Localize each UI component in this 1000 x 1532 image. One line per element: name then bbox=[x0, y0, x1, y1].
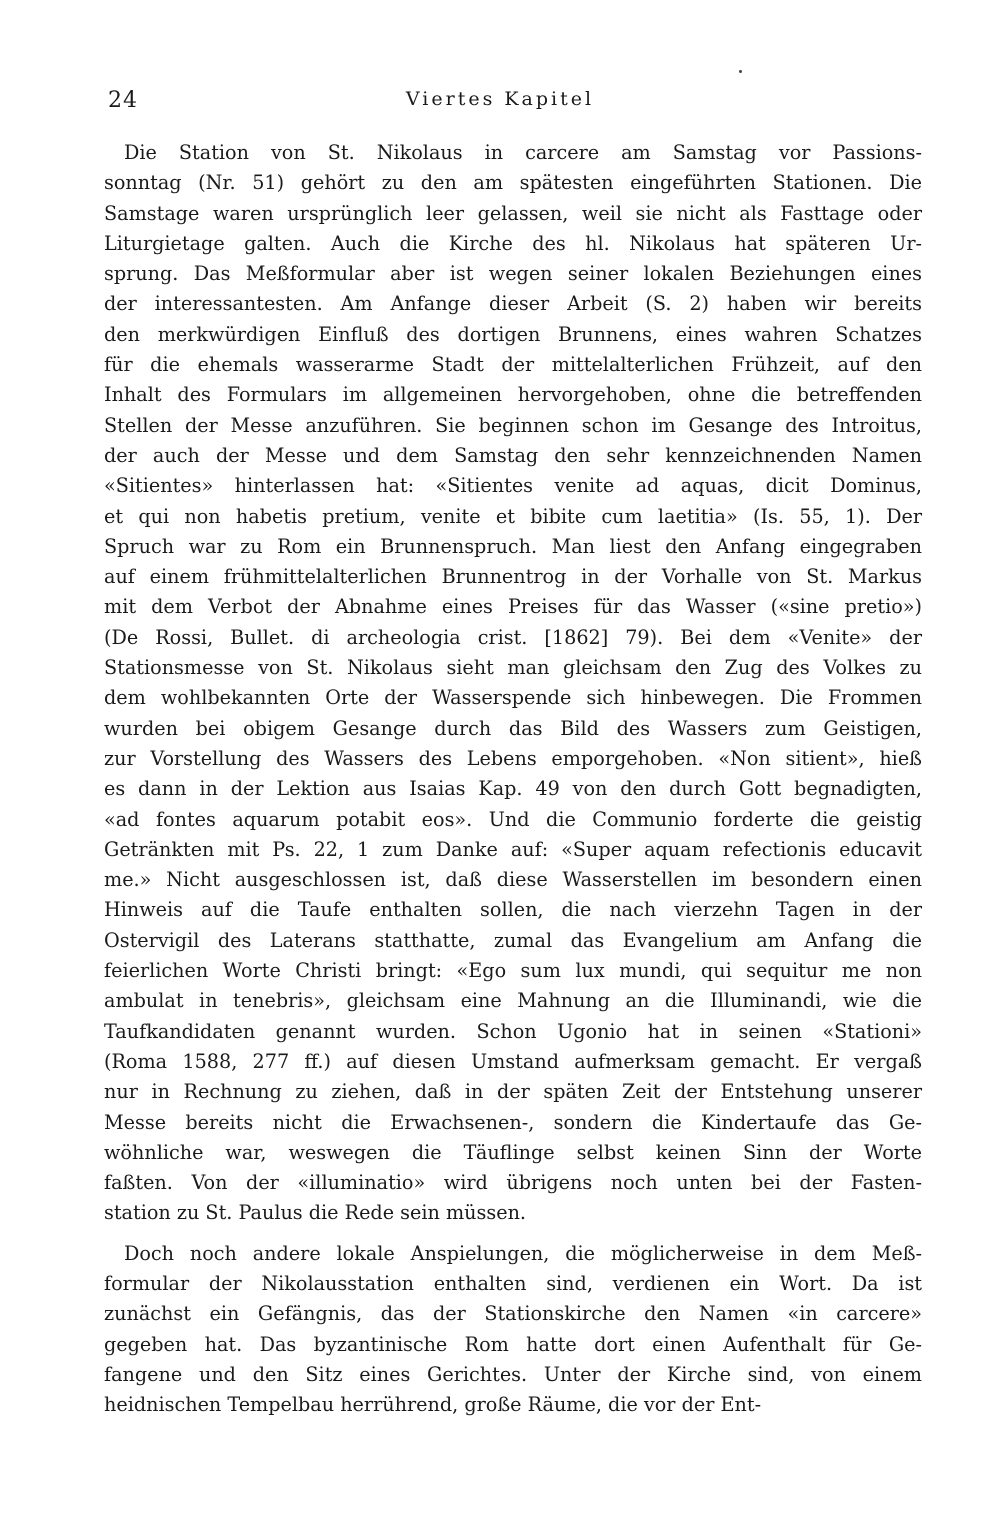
text-line: dem wohlbekannten Orte der Wasserspende sich hinbewegen. Die Frommen bbox=[104, 686, 922, 710]
text-line: auf einem frühmittelalterlichen Brunnentrog in der Vorhalle von St. Markus bbox=[104, 565, 922, 589]
text-line: «ad fontes aquarum potabit eos». Und die Communio forderte die geistig bbox=[104, 807, 922, 831]
paragraph bbox=[104, 138, 922, 1229]
text-line: Spruch war zu Rom ein Brunnenspruch. Man liest den Anfang eingegraben bbox=[104, 534, 922, 558]
text-line: Samstage waren ursprünglich leer gelassen, weil sie nicht als Fasttage oder bbox=[104, 201, 922, 225]
text-line: station zu St. Paulus die Rede sein müssen. bbox=[104, 1201, 527, 1225]
text-line: et qui non habetis pretium, venite et bibite cum laetitia» (Is. 55, 1). Der bbox=[104, 504, 922, 528]
text-line: den merkwürdigen Einfluß des dortigen Brunnens, eines wahren Schatzes bbox=[104, 322, 922, 346]
text-line: zunächst ein Gefängnis, das der Stationskirche den Namen «in carcere» bbox=[104, 1302, 922, 1326]
text-line: ambulat in tenebris», gleichsam eine Mahnung an die Illuminandi, wie die bbox=[104, 989, 922, 1013]
text-line: der interessantesten. Am Anfange dieser Arbeit (S. 2) haben wir bereits bbox=[104, 292, 922, 316]
text-line: Die Station von St. Nikolaus in carcere am Samstag vor Passions- bbox=[124, 141, 922, 164]
body-text bbox=[104, 138, 922, 1420]
text-line: «Sitientes» hinterlassen hat: «Sitientes venite ad aquas, dicit Dominus, bbox=[104, 474, 922, 498]
text-line: Inhalt des Formulars im allgemeinen hervorgehoben, ohne die betreffenden bbox=[104, 383, 922, 407]
text-line: Stellen der Messe anzuführen. Sie beginnen schon im Gesange des Introitus, bbox=[104, 413, 922, 437]
text-line: me.» Nicht ausgeschlossen ist, daß diese Wasserstellen im besondern einen bbox=[104, 868, 922, 892]
text-line: sprung. Das Meßformular aber ist wegen seiner lokalen Beziehungen eines bbox=[104, 262, 922, 286]
text-line: Hinweis auf die Taufe enthalten sollen, die nach vierzehn Tagen in der bbox=[104, 898, 922, 922]
text-line: fangene und den Sitz eines Gerichtes. Unter der Kirche sind, von einem bbox=[104, 1362, 922, 1386]
text-line: gegeben hat. Das byzantinische Rom hatte dort einen Aufenthalt für Ge- bbox=[104, 1332, 922, 1356]
text-line: feierlichen Worte Christi bringt: «Ego sum lux mundi, qui sequitur me non bbox=[104, 959, 922, 983]
text-line: zur Vorstellung des Wassers des Lebens emporgehoben. «Non sitient», hieß bbox=[104, 746, 922, 770]
paragraph-gap bbox=[104, 1229, 922, 1239]
text-line: nur in Rechnung zu ziehen, daß in der späten Zeit der Entstehung unserer bbox=[104, 1080, 922, 1104]
text-line: Doch noch andere lokale Anspielungen, die möglicherweise in dem Meß- bbox=[124, 1241, 922, 1265]
text-line: (De Rossi, Bullet. di archeologia crist. [1862] 79). Bei dem «Venite» der bbox=[104, 625, 922, 649]
text-line: für die ehemals wasserarme Stadt der mittelalterlichen Frühzeit, auf den bbox=[104, 353, 922, 377]
text-line: der auch der Messe und dem Samstag den sehr kennzeichnenden Namen bbox=[104, 443, 922, 467]
text-line: es dann in der Lektion aus Isaias Kap. 49 von den durch Gott begnadigten, bbox=[104, 777, 922, 801]
text-line: (Roma 1588, 277 ff.) auf diesen Umstand aufmerksam gemacht. Er vergaß bbox=[104, 1049, 922, 1073]
paragraph bbox=[104, 1239, 922, 1421]
print-speck bbox=[739, 70, 742, 73]
page-number: 24 bbox=[108, 88, 138, 113]
text-line: mit dem Verbot der Abnahme eines Preises für das Wasser («sine pretio») bbox=[104, 595, 922, 619]
text-line: Liturgietage galten. Auch die Kirche des hl. Nikolaus hat späteren Ur- bbox=[104, 231, 922, 255]
text-line: Ostervigil des Laterans statthatte, zumal das Evangelium am Anfang die bbox=[104, 928, 922, 952]
text-line: Stationsmesse von St. Nikolaus sieht man gleichsam den Zug des Volkes zu bbox=[104, 656, 922, 680]
text-line: Getränkten mit Ps. 22, 1 zum Danke auf: «Super aquam refectionis educavit bbox=[104, 837, 922, 861]
text-line: formular der Nikolausstation enthalten sind, verdienen ein Wort. Da ist bbox=[104, 1271, 922, 1295]
text-line: Messe bereits nicht die Erwachsenen-, sondern die Kindertaufe das Ge- bbox=[104, 1110, 922, 1134]
text-line: wurden bei obigem Gesange durch das Bild des Wassers zum Geistigen, bbox=[104, 716, 922, 740]
text-line: wöhnliche war, weswegen die Täuflinge selbst keinen Sinn der Worte bbox=[104, 1140, 922, 1164]
text-line: Taufkandidaten genannt wurden. Schon Ugonio hat in seinen «Stationi» bbox=[104, 1019, 922, 1043]
text-line: faßten. Von der «illuminatio» wird übrigens noch unten bei der Fasten- bbox=[104, 1171, 922, 1195]
running-head: Viertes Kapitel bbox=[405, 88, 595, 110]
text-line: sonntag (Nr. 51) gehört zu den am spätesten eingeführten Stationen. Die bbox=[104, 171, 922, 195]
text-line: heidnischen Tempelbau herrührend, große Räume, die vor der Ent- bbox=[104, 1393, 762, 1417]
